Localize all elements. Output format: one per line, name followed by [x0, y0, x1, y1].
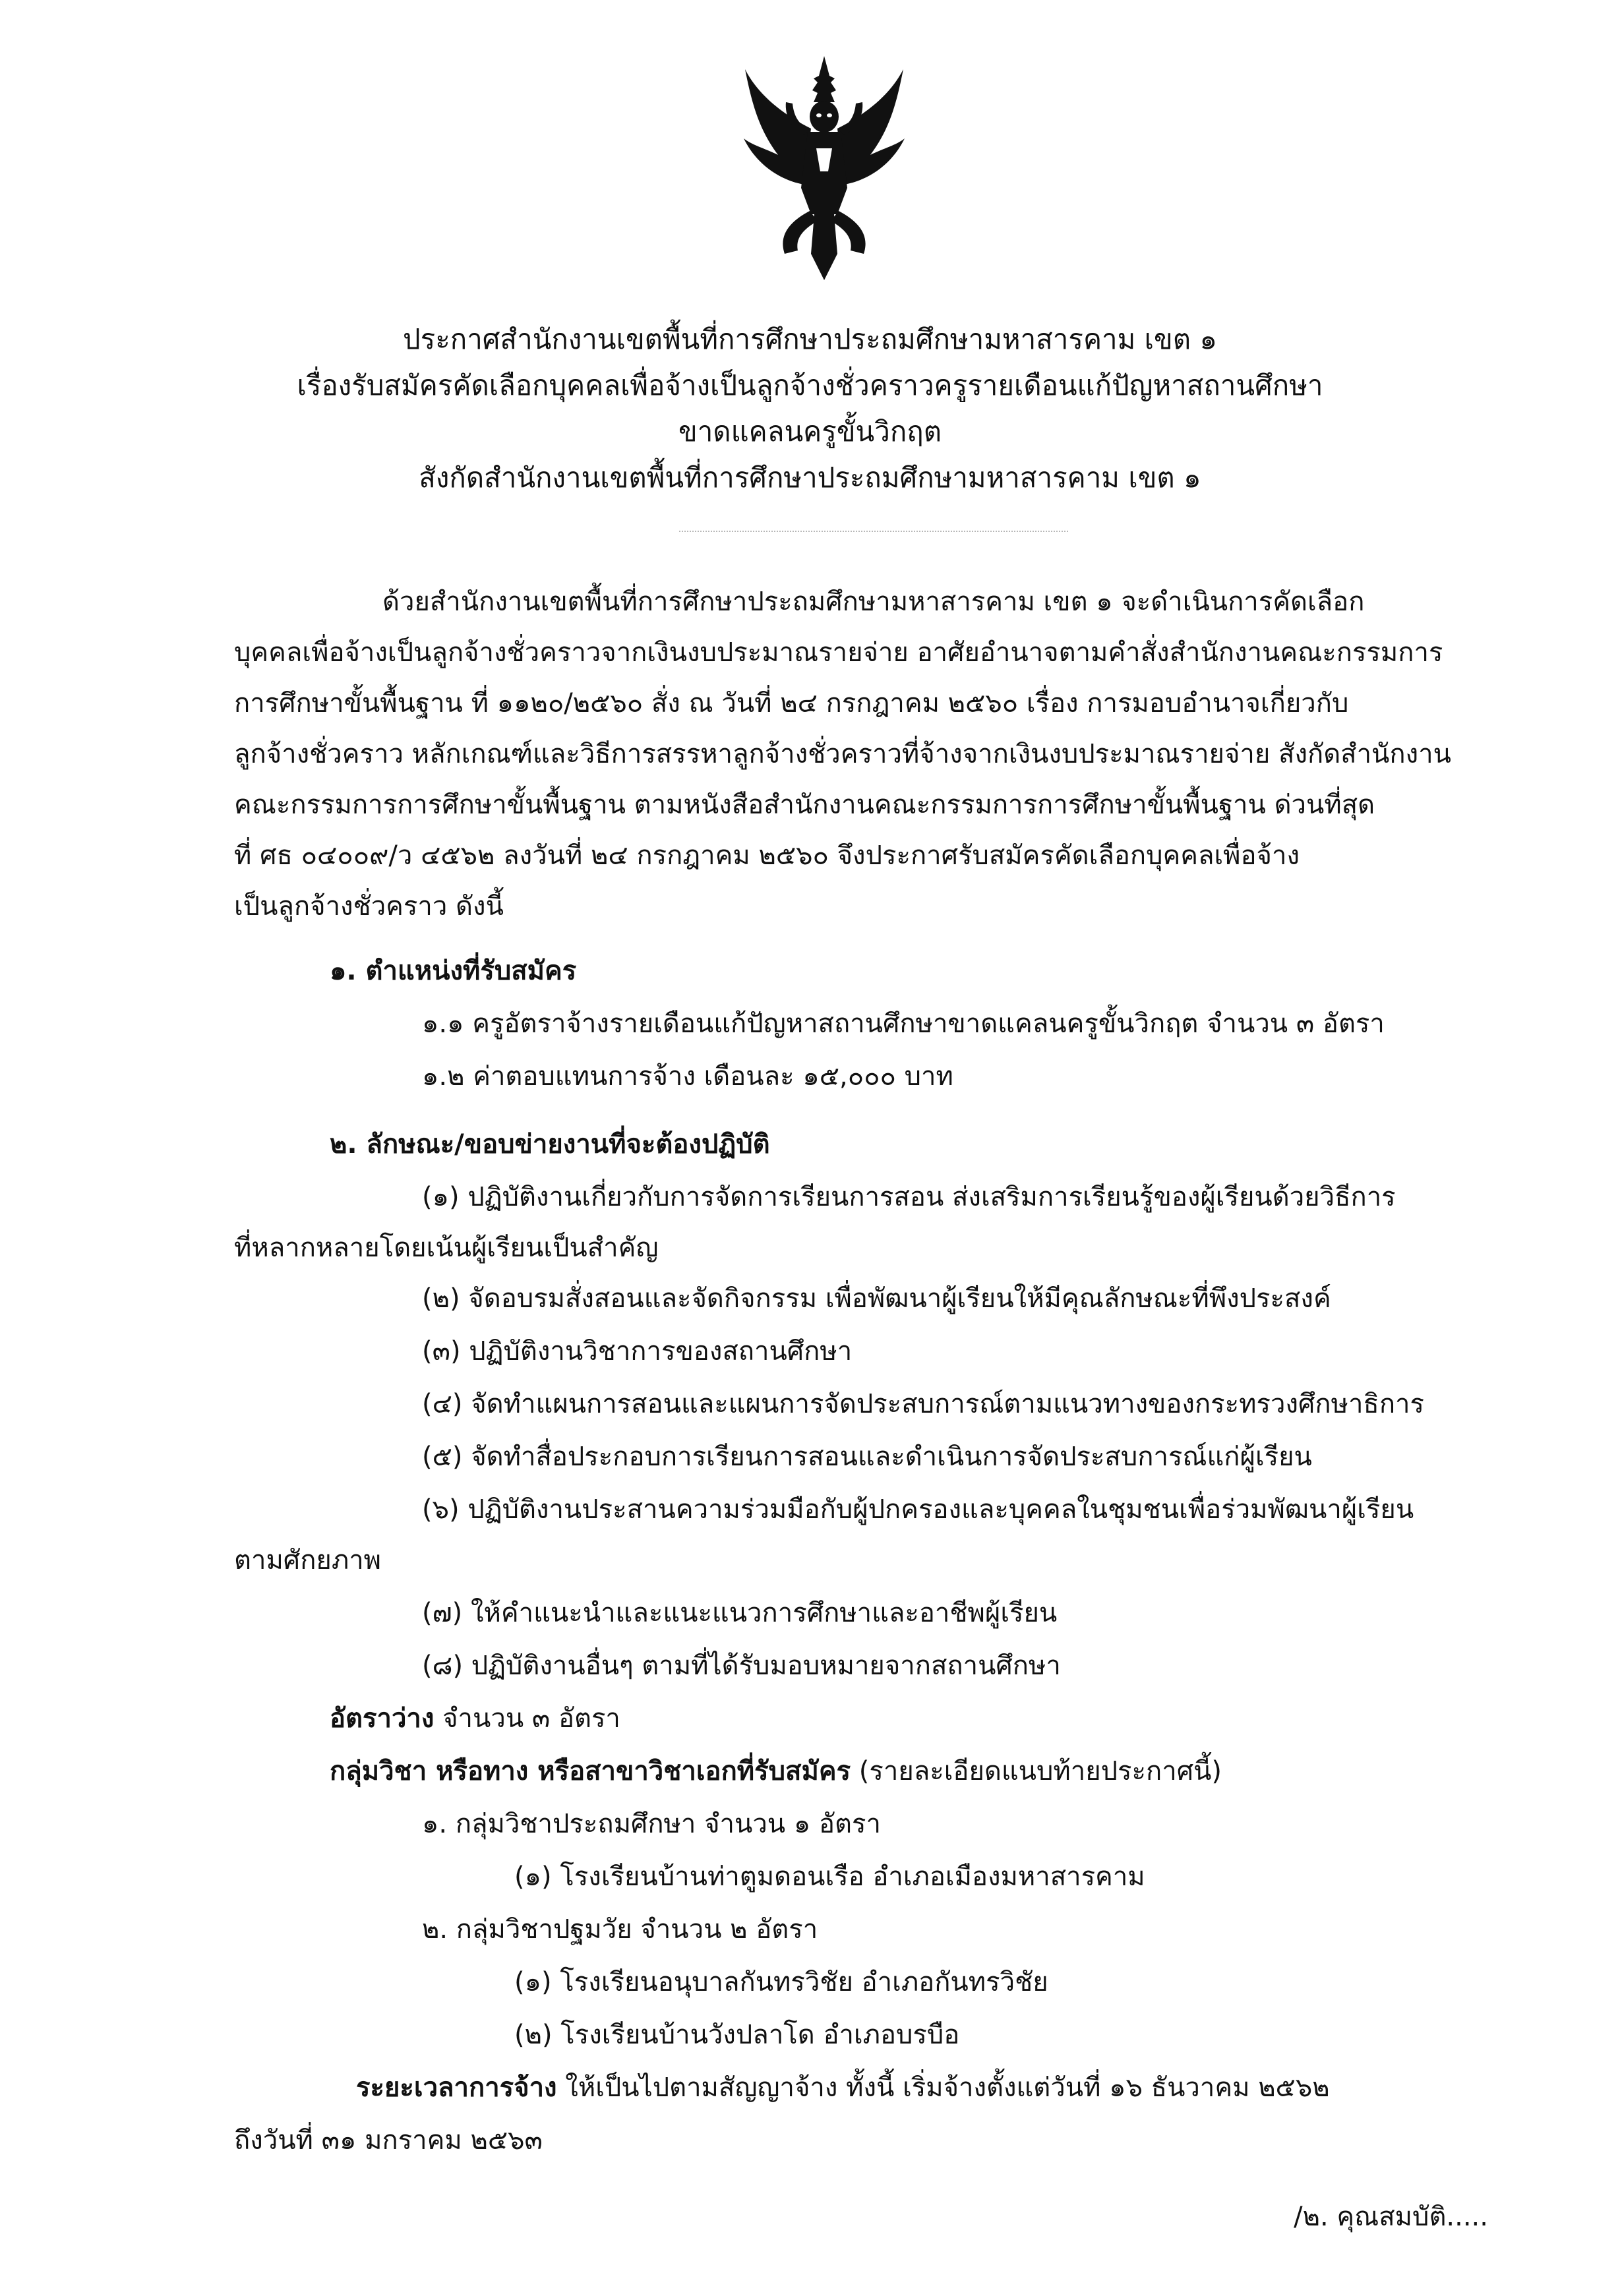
continued-marker: /๒. คุณสมบัติ.....	[1294, 2202, 1488, 2232]
duty-4: (๔) จัดทำแผนการสอนและแผนการจัดประสบการณ์ตามแนวทางของกระทรวงศึกษาธิการ	[422, 1389, 1424, 1419]
intro-line-1: ด้วยสำนักงานเขตพื้นที่การศึกษาประถมศึกษามหาสารคาม เขต ๑ จะดำเนินการคัดเลือก	[382, 587, 1365, 617]
announcement-header	[198, 316, 1422, 501]
intro-line-4: ลูกจ้างชั่วคราว หลักเกณฑ์และวิธีการสรรหาลูกจ้างชั่วคราวที่จ้างจากเงินงบประมาณรายจ่าย สังกัดสำนักงาน	[234, 739, 1451, 769]
subject-group-2: ๒. กลุ่มวิชาปฐมวัย จำนวน ๒ อัตรา	[422, 1914, 818, 1945]
duty-6: (๖) ปฏิบัติงานประสานความร่วมมือกับผู้ปกครองและบุคคลในชุมชนเพื่อร่วมพัฒนาผู้เรียน	[422, 1494, 1414, 1525]
duty-1-cont: ที่หลากหลายโดยเน้นผู้เรียนเป็นสำคัญ	[234, 1233, 659, 1263]
section-1-item-1: ๑.๑ ครูอัตราจ้างรายเดือนแก้ปัญหาสถานศึกษาขาดแคลนครูขั้นวิกฤต จำนวน ๓ อัตรา	[422, 1009, 1385, 1039]
garuda-emblem-icon	[738, 56, 910, 280]
intro-line-3: การศึกษาขั้นพื้นฐาน ที่ ๑๑๒๐/๒๕๖๐ สั่ง ณ วันที่ ๒๔ กรกฎาคม ๒๕๖๐ เรื่อง การมอบอำนาจเกี่ยวกับ	[234, 688, 1349, 719]
duty-8: (๘) ปฏิบัติงานอื่นๆ ตามที่ได้รับมอบหมายจากสถานศึกษา	[422, 1651, 1061, 1681]
period-line	[356, 2069, 1330, 2106]
subject-group-2-school-2: (๒) โรงเรียนบ้านวังปลาโด อำเภอบรบือ	[514, 2020, 960, 2050]
intro-line-6: ที่ ศธ ๐๔๐๐๙/ว ๔๕๖๒ ลงวันที่ ๒๔ กรกฎาคม ๒๕๖๐ จึงประกาศรับสมัครคัดเลือกบุคคลเพื่อจ้าง	[234, 840, 1300, 871]
intro-line-2: บุคคลเพื่อจ้างเป็นลูกจ้างชั่วคราวจากเงินงบประมาณรายจ่าย อาศัยอำนาจตามคำสั่งสำนักงานคณะกรรมการ	[234, 637, 1443, 668]
period-label: ระยะเวลาการจ้าง	[356, 2073, 557, 2103]
vacancy-line	[330, 1700, 620, 1737]
duty-7: (๗) ให้คำแนะนำและแนะแนวการศึกษาและอาชีพผู้เรียน	[422, 1598, 1058, 1628]
header-divider	[679, 531, 1068, 532]
header-line-2: เรื่องรับสมัครคัดเลือกบุคคลเพื่อจ้างเป็นลูกจ้างชั่วคราวครูรายเดือนแก้ปัญหาสถานศึกษา	[297, 369, 1323, 401]
subjects-label: กลุ่มวิชา หรือทาง หรือสาขาวิชาเอกที่รับสมัคร	[330, 1756, 851, 1786]
subject-group-1-school-1: (๑) โรงเรียนบ้านท่าตูมดอนเรือ อำเภอเมืองมหาสารคาม	[514, 1862, 1145, 1892]
subject-group-2-school-1: (๑) โรงเรียนอนุบาลกันทรวิชัย อำเภอกันทรวิชัย	[514, 1967, 1048, 1997]
section-2-heading: ๒. ลักษณะ/ขอบข่ายงานที่จะต้องปฏิบัติ	[330, 1129, 770, 1160]
subjects-line	[330, 1753, 1222, 1790]
vacancy-value: จำนวน ๓ อัตรา	[434, 1703, 620, 1734]
intro-line-7: เป็นลูกจ้างชั่วคราว ดังนี้	[234, 891, 504, 922]
duty-6-cont: ตามศักยภาพ	[234, 1545, 382, 1575]
duty-1: (๑) ปฏิบัติงานเกี่ยวกับการจัดการเรียนการสอน ส่งเสริมการเรียนรู้ของผู้เรียนด้วยวิธีการ	[422, 1182, 1396, 1212]
section-1-item-2: ๑.๒ ค่าตอบแทนการจ้าง เดือนละ ๑๕,๐๐๐ บาท	[422, 1061, 953, 1092]
subjects-note: (รายละเอียดแนบท้ายประกาศนี้)	[851, 1756, 1222, 1786]
period-text: ให้เป็นไปตามสัญญาจ้าง ทั้งนี้ เริ่มจ้างตั้งแต่วันที่ ๑๖ ธันวาคม ๒๕๖๒	[556, 2073, 1330, 2103]
period-line-2: ถึงวันที่ ๓๑ มกราคม ๒๕๖๓	[234, 2125, 543, 2156]
duty-5: (๕) จัดทำสื่อประกอบการเรียนการสอนและดำเนินการจัดประสบการณ์แก่ผู้เรียน	[422, 1442, 1312, 1472]
subject-group-1: ๑. กลุ่มวิชาประถมศึกษา จำนวน ๑ อัตรา	[422, 1809, 881, 1839]
duty-2: (๒) จัดอบรมสั่งสอนและจัดกิจกรรม เพื่อพัฒนาผู้เรียนให้มีคุณลักษณะที่พึงประสงค์	[422, 1283, 1331, 1314]
intro-line-5: คณะกรรมการการศึกษาขั้นพื้นฐาน ตามหนังสือสำนักงานคณะกรรมการการศึกษาขั้นพื้นฐาน ด่วนที่สุด	[234, 790, 1375, 820]
duty-3: (๓) ปฏิบัติงานวิชาการของสถานศึกษา	[422, 1336, 853, 1367]
vacancy-label: อัตราว่าง	[330, 1703, 435, 1734]
header-line-3: ขาดแคลนครูขั้นวิกฤต	[678, 415, 942, 448]
header-line-4: สังกัดสำนักงานเขตพื้นที่การศึกษาประถมศึกษามหาสารคาม เขต ๑	[419, 461, 1201, 494]
header-line-1: ประกาศสำนักงานเขตพื้นที่การศึกษาประถมศึกษามหาสารคาม เขต ๑	[402, 323, 1218, 355]
section-1-heading: ๑. ตำแหน่งที่รับสมัคร	[330, 956, 577, 986]
